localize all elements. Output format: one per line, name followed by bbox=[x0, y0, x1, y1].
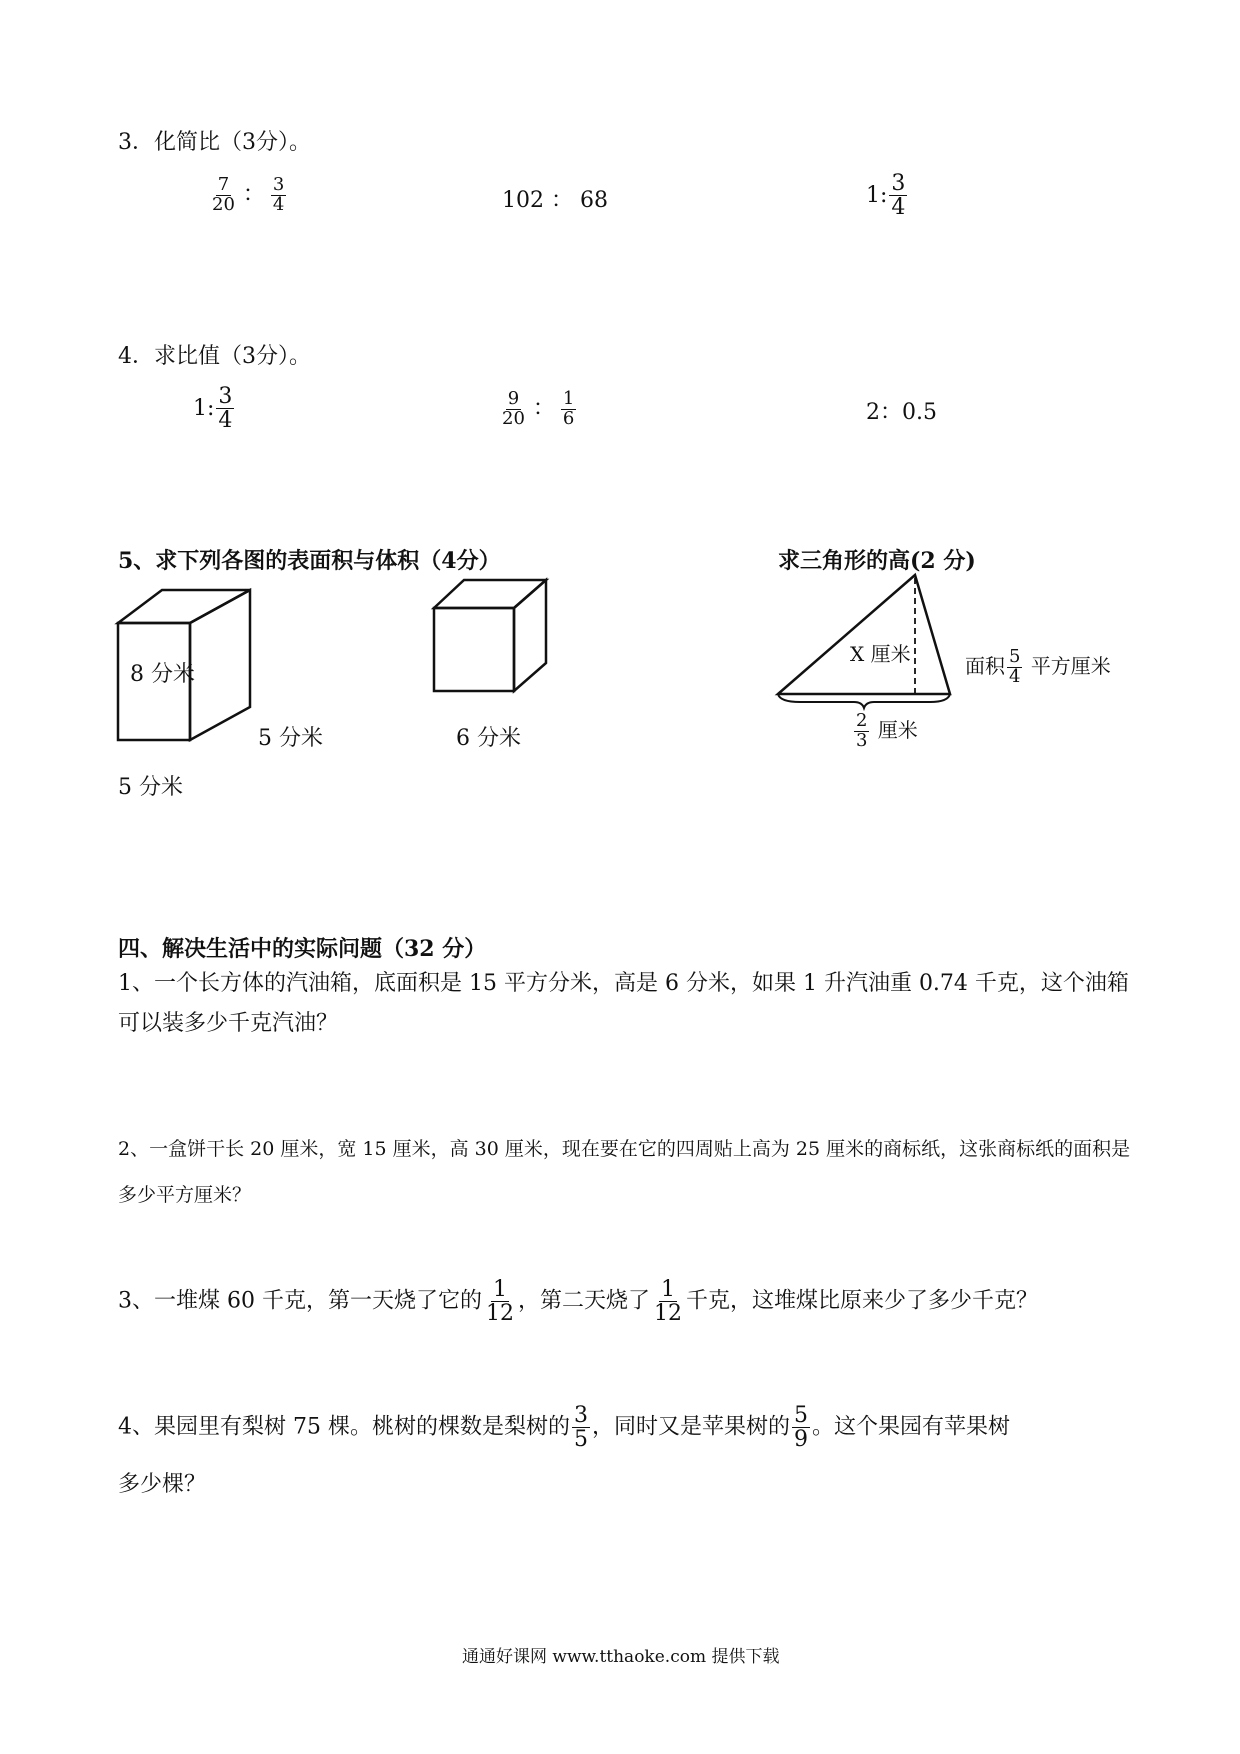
q3-item-3: 1: $\frac{3}{4}$ bbox=[866, 171, 906, 221]
fraction: $\frac{1}{6}$ bbox=[562, 388, 575, 429]
box-depth-label: 5 分米 bbox=[258, 726, 323, 751]
q3-item-1: $\frac{7}{20}$ ： $\frac{3}{4}$ bbox=[212, 174, 285, 215]
triangle-base-label: $\frac{2}{3}$ 厘米 bbox=[856, 710, 918, 751]
fraction: $\frac{1}{12}$ bbox=[485, 1277, 514, 1327]
box-width-label: 5 分米 bbox=[118, 775, 183, 800]
q3-item-2: 102 ： 68 bbox=[502, 188, 608, 213]
triangle-title: 求三角形的高(2 分) bbox=[778, 548, 976, 574]
fraction: $\frac{5}{9}$ bbox=[794, 1403, 808, 1453]
q4-title: 4．求比值（3分）。 bbox=[118, 344, 311, 369]
section4-title: 四、解决生活中的实际问题（32 分） bbox=[118, 936, 487, 962]
q4-item-1: 1: $\frac{3}{4}$ bbox=[193, 384, 233, 434]
footer-text: 通通好课网 www.tthaoke.com 提供下载 bbox=[462, 1647, 780, 1667]
cube-figure bbox=[432, 578, 552, 698]
fraction: $\frac{1}{12}$ bbox=[654, 1277, 682, 1327]
q5-title: 5、求下列各图的表面积与体积（4分） bbox=[118, 548, 501, 574]
fraction: $\frac{3}{4}$ bbox=[218, 384, 233, 434]
fraction: $\frac{5}{4}$ bbox=[1009, 646, 1021, 687]
q3-title: 3．化简比（3分）。 bbox=[118, 130, 311, 155]
fraction: $\frac{3}{4}$ bbox=[891, 171, 906, 221]
problem-3: 3、一堆煤 60 千克，第一天烧了它的 $\frac{1}{12}$ ，第二天烧了 $\frac{1}{12}$ 千克，这堆煤比原来少了多少千克？ bbox=[118, 1277, 1039, 1327]
fraction: $\frac{3}{4}$ bbox=[272, 174, 285, 215]
triangle-height-label: X 厘米 bbox=[850, 642, 911, 666]
q4-item-3: 2：0.5 bbox=[866, 400, 937, 425]
problem-2: 2、一盒饼干长 20 厘米，宽 15 厘米，高 30 厘米，现在要在它的四周贴上高为 25 厘米的商标纸，这张商标纸的面积是多少平方厘米？ bbox=[118, 1138, 1131, 1206]
problem-4: 4、果园里有梨树 75 棵。桃树的棵数是梨树的 $\frac{3}{5}$ ，同时又是苹果树的 $\frac{5}{9}$ 。这个果园有苹果树 bbox=[118, 1403, 1011, 1453]
problem-4-line2: 多少棵？ bbox=[118, 1472, 207, 1497]
cube-edge-label: 6 分米 bbox=[456, 726, 521, 751]
triangle-area-label: 面积 $\frac{5}{4}$ 平方厘米 bbox=[965, 646, 1111, 687]
fraction: $\frac{3}{5}$ bbox=[573, 1403, 588, 1453]
q4-item-2: $\frac{9}{20}$ ： $\frac{1}{6}$ bbox=[502, 388, 575, 429]
fraction: $\frac{9}{20}$ bbox=[502, 388, 525, 429]
box-height-label: 8 分米 bbox=[130, 662, 195, 687]
problem-1: 1、一个长方体的汽油箱，底面积是 15 平方分米，高是 6 分米，如果 1 升汽油重 0.74 千克，这个油箱可以装多少千克汽油？ bbox=[118, 971, 1129, 1036]
fraction: $\frac{7}{20}$ bbox=[212, 174, 235, 215]
fraction: $\frac{2}{3}$ bbox=[856, 710, 868, 751]
